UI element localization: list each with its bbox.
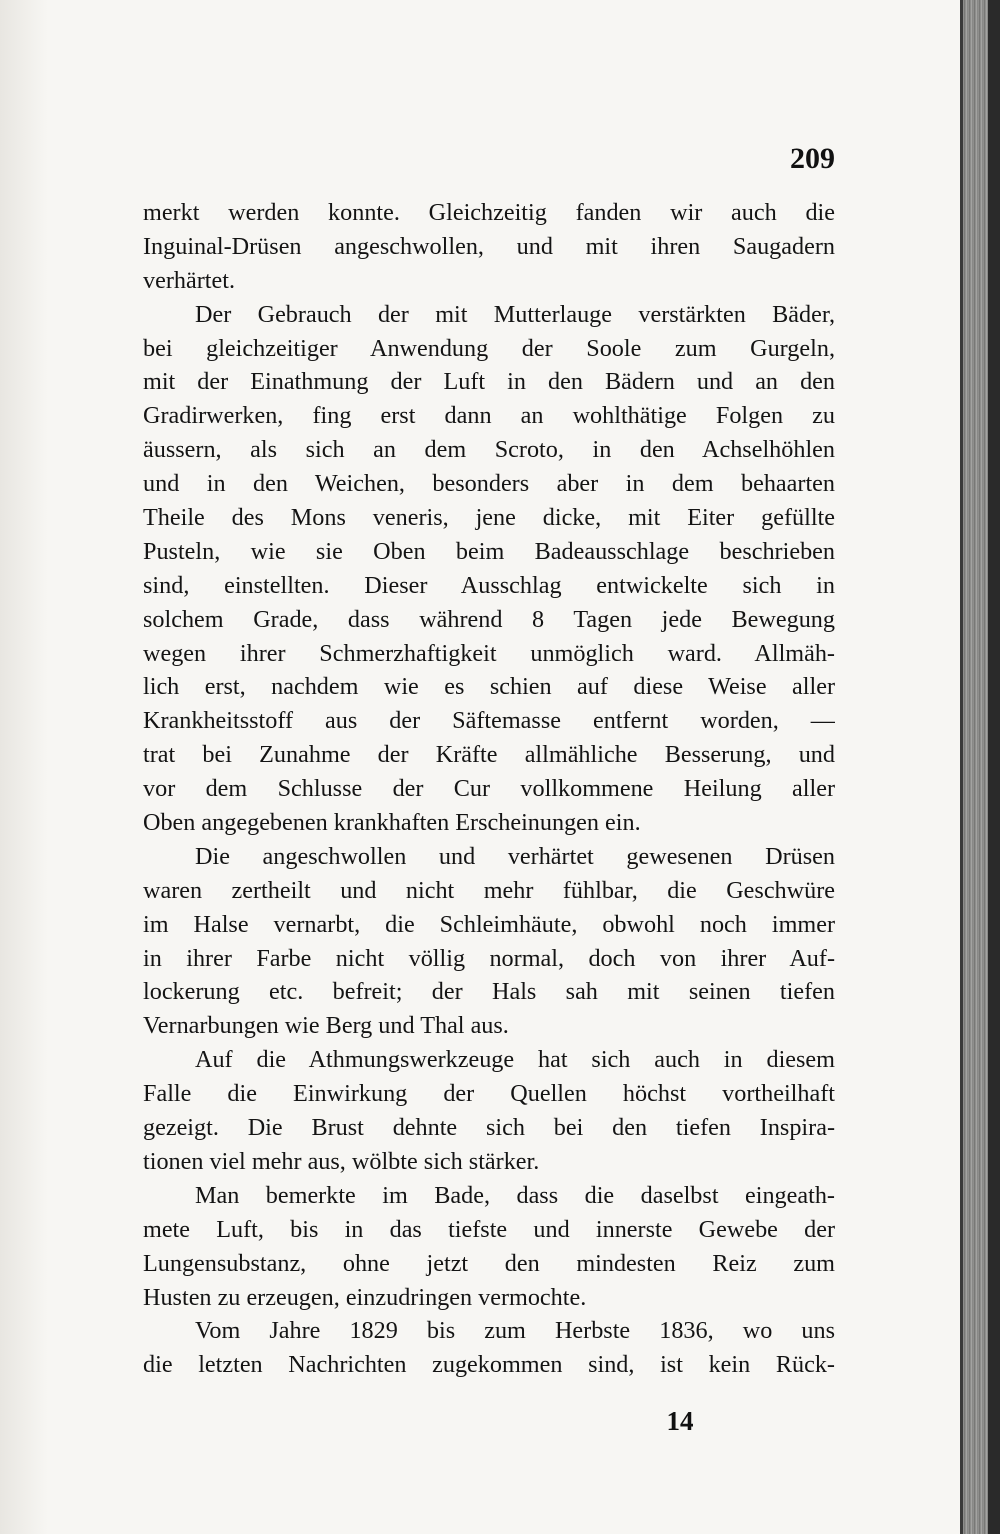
text-line: mete Luft, bis in das tiefste und innerste Gewebe der	[143, 1215, 835, 1243]
text-line: Die angeschwollen und verhärtet gewesenen Drüsen	[195, 842, 835, 870]
text-line: bei gleichzeitiger Anwendung der Soole zum Gurgeln,	[143, 334, 835, 362]
text-line: Gradirwerken, fing erst dann an wohlthätige Folgen zu	[143, 402, 835, 430]
text-line: die letzten Nachrichten zugekommen sind, ist kein Rück-	[143, 1351, 835, 1379]
text-line: Lungensubstanz, ohne jetzt den mindesten Reiz zum	[143, 1249, 835, 1277]
text-line: Pusteln, wie sie Oben beim Badeausschlage beschrieben	[143, 537, 835, 565]
text-line: solchem Grade, dass während 8 Tagen jede Bewegung	[143, 605, 835, 633]
text-line: wegen ihrer Schmerzhaftigkeit unmöglich ward. Allmäh-	[143, 639, 835, 667]
text-line: im Halse vernarbt, die Schleimhäute, obwohl noch immer	[143, 910, 835, 938]
page-edge-dark	[988, 0, 1000, 1534]
text-line: trat bei Zunahme der Kräfte allmähliche Besserung, und	[143, 741, 835, 769]
text-line: Husten zu erzeugen, einzudringen vermochte.	[143, 1283, 587, 1311]
text-line: lockerung etc. befreit; der Hals sah mit seinen tiefen	[143, 978, 835, 1006]
signature-mark: 14	[666, 1406, 694, 1436]
text-line: waren zertheilt und nicht mehr fühlbar, die Geschwüre	[143, 876, 835, 904]
text-line: mit der Einathmung der Luft in den Bädern und an den	[143, 368, 835, 396]
text-line: Der Gebrauch der mit Mutterlauge verstärkten Bäder,	[195, 300, 835, 328]
text-line: merkt werden konnte. Gleichzeitig fanden wir auch die	[143, 199, 835, 226]
text-line: Krankheitsstoff aus der Säftemasse entfernt worden, —	[143, 707, 835, 735]
text-line: äussern, als sich an dem Scroto, in den Achselhöhlen	[143, 436, 835, 464]
text-line: Falle die Einwirkung der Quellen höchst vortheilhaft	[143, 1080, 835, 1108]
text-line: Theile des Mons veneris, jene dicke, mit Eiter gefüllte	[143, 504, 835, 532]
text-line: Vom Jahre 1829 bis zum Herbste 1836, wo uns	[195, 1317, 835, 1345]
text-line: Auf die Athmungswerkzeuge hat sich auch in diesem	[195, 1046, 835, 1074]
gutter-shadow	[0, 0, 48, 1534]
text-line: und in den Weichen, besonders aber in dem behaarten	[143, 470, 835, 498]
text-line: Oben angegebenen krankhaften Erscheinungen ein.	[143, 809, 641, 837]
body-text	[143, 196, 835, 1382]
page-number: 209	[790, 142, 835, 175]
text-line: Man bemerkte im Bade, dass die daselbst eingeath-	[195, 1181, 835, 1209]
text-line: gezeigt. Die Brust dehnte sich bei den tiefen Inspira-	[143, 1114, 835, 1142]
text-line: in ihrer Farbe nicht völlig normal, doch von ihrer Auf-	[143, 944, 835, 972]
text-line: Inguinal-Drüsen angeschwollen, und mit ihren Saugadern	[143, 232, 835, 260]
text-line: Vernarbungen wie Berg und Thal aus.	[143, 1012, 509, 1040]
text-line: sind, einstellten. Dieser Ausschlag entwickelte sich in	[143, 571, 835, 599]
text-line: vor dem Schlusse der Cur vollkommene Heilung aller	[143, 775, 835, 803]
text-line: verhärtet.	[143, 266, 235, 294]
text-line: tionen viel mehr aus, wölbte sich stärker.	[143, 1147, 540, 1175]
text-line: lich erst, nachdem wie es schien auf diese Weise aller	[143, 673, 835, 701]
